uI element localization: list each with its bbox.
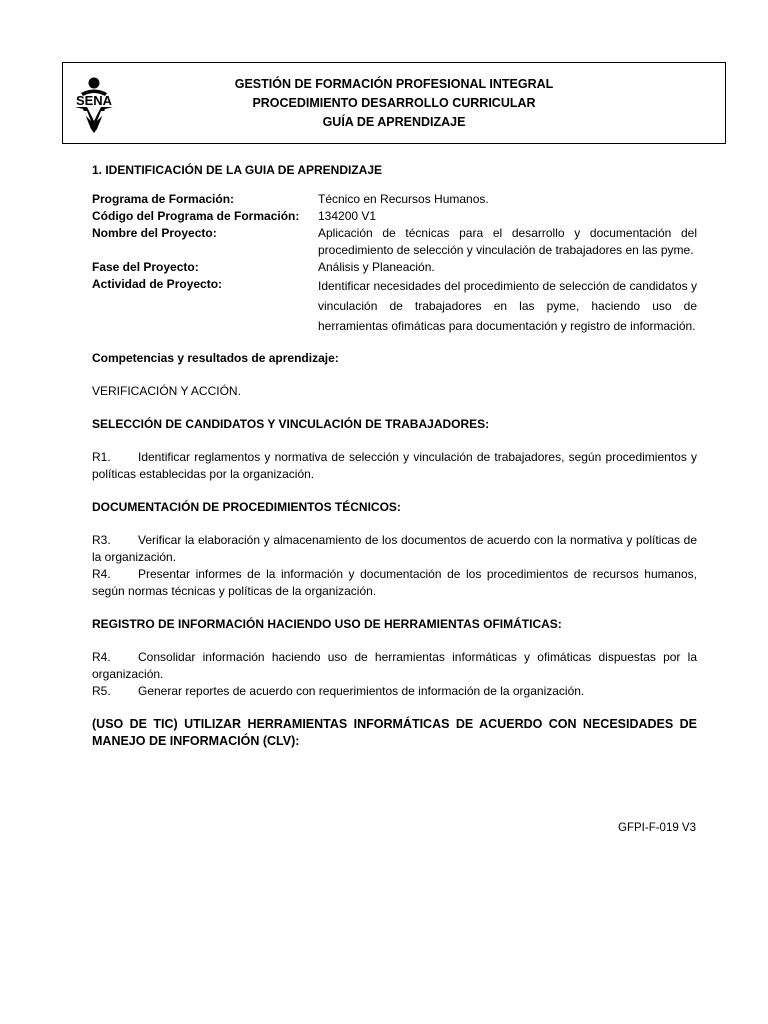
- info-value: 134200 V1: [318, 209, 377, 223]
- info-row: [92, 259, 697, 276]
- tic-title: (USO DE TIC) UTILIZAR HERRAMIENTAS INFORMÁTICAS DE ACUERDO CON NECESIDADES DE MANEJO DE INFORMACIÓN (CLV):: [92, 717, 697, 748]
- info-row: [92, 225, 697, 259]
- result-number: R4.: [92, 567, 111, 581]
- result-item: [92, 566, 697, 600]
- document-body: [92, 162, 697, 766]
- result-item: [92, 532, 697, 566]
- info-label: Programa de Formación:: [92, 192, 235, 206]
- section-1-title: 1. IDENTIFICACIÓN DE LA GUIA DE APRENDIZAJE: [92, 163, 383, 177]
- info-label: Código del Programa de Formación:: [92, 209, 300, 223]
- registro-title: REGISTRO DE INFORMACIÓN HACIENDO USO DE HERRAMIENTAS OFIMÁTICAS:: [92, 617, 562, 631]
- verificacion-text: VERIFICACIÓN Y ACCIÓN.: [92, 384, 241, 398]
- result-item: [92, 649, 697, 683]
- header-line-2: PROCEDIMIENTO DESARROLLO CURRICULAR: [252, 96, 536, 110]
- info-value: Aplicación de técnicas para el desarrollo y documentación del procedimiento de selección y vinculación de trabajadores en las pyme.: [318, 226, 697, 257]
- seleccion-title: SELECCIÓN DE CANDIDATOS Y VINCULACIÓN DE TRABAJADORES:: [92, 417, 490, 431]
- info-label: Fase del Proyecto:: [92, 260, 199, 274]
- result-number: R5.: [92, 684, 111, 698]
- documentacion-title: DOCUMENTACIÓN DE PROCEDIMIENTOS TÉCNICOS:: [92, 500, 401, 514]
- documentacion-results: [92, 532, 697, 600]
- identification-table: [92, 191, 697, 336]
- result-number: R4.: [92, 650, 111, 664]
- result-text: Identificar reglamentos y normativa de selección y vinculación de trabajadores, según procedimientos y políticas establecidas por la organización.: [92, 450, 697, 481]
- info-row: [92, 208, 697, 225]
- result-text: Consolidar información haciendo uso de herramientas informáticas y ofimáticas dispuestas por la organización.: [92, 650, 697, 681]
- result-number: R1.: [92, 450, 111, 464]
- result-item: [92, 449, 697, 483]
- header-line-1: GESTIÓN DE FORMACIÓN PROFESIONAL INTEGRAL: [234, 77, 554, 91]
- result-text: Presentar informes de la información y documentación de los procedimientos de recursos humanos, según normas técnicas y políticas de la organización.: [92, 567, 697, 598]
- result-text: Verificar la elaboración y almacenamiento de los documentos de acuerdo con la normativa y políticas de la organización.: [92, 533, 697, 564]
- logo-text: SENA: [75, 93, 113, 108]
- header-line-3: GUÍA DE APRENDIZAJE: [322, 115, 466, 129]
- info-value: Análisis y Planeación.: [318, 260, 435, 274]
- info-value: Identificar necesidades del procedimiento de selección de candidatos y vinculación de trabajadores en las pyme, haciendo uso de herramientas ofimáticas para documentación y registro de información.: [318, 279, 697, 333]
- form-code: GFPI-F-019 V3: [618, 822, 696, 834]
- document-header: [62, 62, 726, 144]
- result-text: Generar reportes de acuerdo con requerimientos de información de la organización.: [138, 684, 585, 698]
- seleccion-results: [92, 449, 697, 483]
- result-number: R3.: [92, 533, 111, 547]
- info-label: Nombre del Proyecto:: [92, 226, 217, 240]
- competencias-title: Competencias y resultados de aprendizaje:: [92, 351, 339, 365]
- info-label: Actividad de Proyecto:: [92, 277, 223, 291]
- info-row: [92, 276, 697, 336]
- registro-results: [92, 649, 697, 700]
- info-row: [92, 191, 697, 208]
- info-value: Técnico en Recursos Humanos.: [318, 192, 489, 206]
- result-item: [92, 683, 697, 700]
